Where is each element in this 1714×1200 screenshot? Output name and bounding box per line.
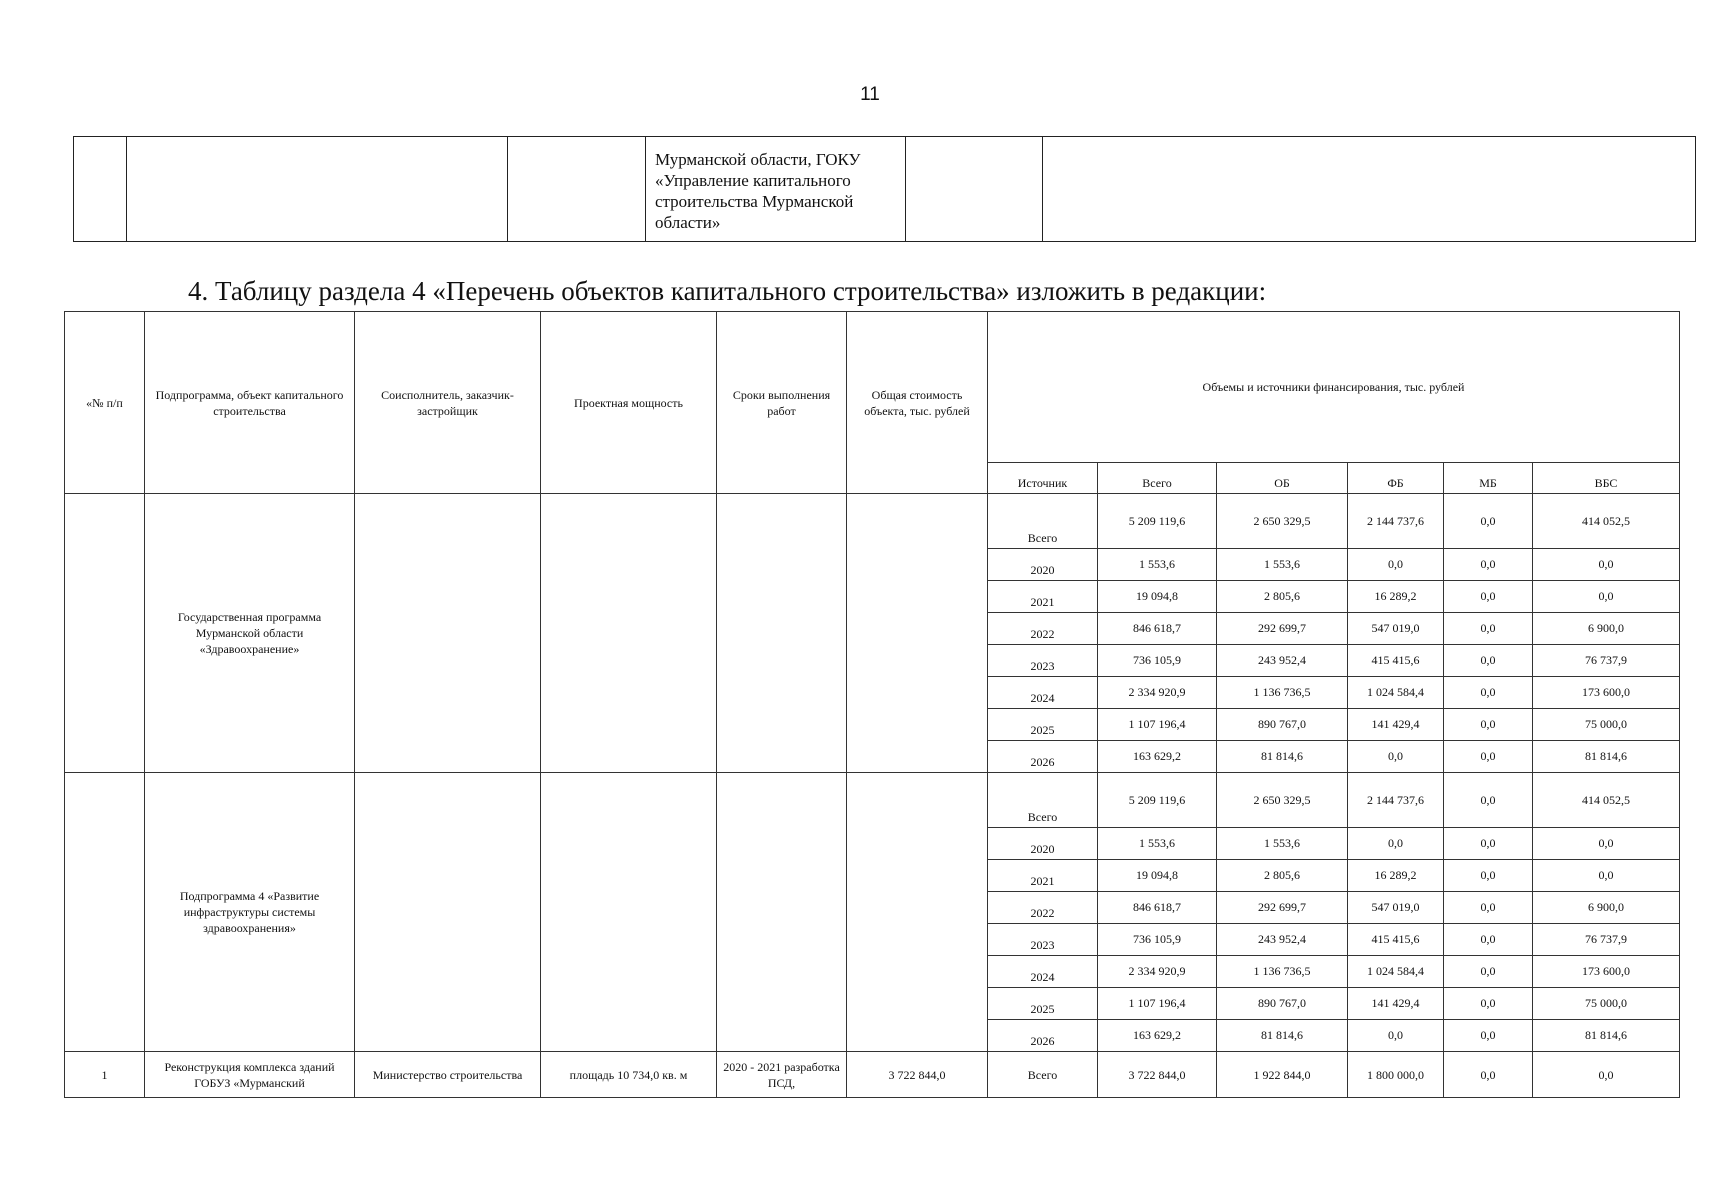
- header-mb: МБ: [1444, 463, 1533, 494]
- cell-vbs: 81 814,6: [1533, 1020, 1680, 1052]
- cell-source: Всего: [988, 494, 1098, 549]
- cell-ob: 2 805,6: [1217, 860, 1348, 892]
- cell-ob: 1 553,6: [1217, 549, 1348, 581]
- cell-mb: 0,0: [1444, 828, 1533, 860]
- header-capacity: Проектная мощность: [541, 312, 717, 494]
- cell-ob: 1 136 736,5: [1217, 677, 1348, 709]
- cell-fb: 0,0: [1348, 741, 1444, 773]
- cell-vbs: 414 052,5: [1533, 494, 1680, 549]
- table-row-object-1: [65, 1052, 1680, 1098]
- object-cell-total: 3 722 844,0: [1098, 1052, 1217, 1098]
- cell-ob: 81 814,6: [1217, 1020, 1348, 1052]
- cell-source: 2022: [988, 613, 1098, 645]
- cell-vbs: 76 737,9: [1533, 924, 1680, 956]
- header-financing: Объемы и источники финансирования, тыс. рублей: [988, 312, 1680, 463]
- cell-vbs: 0,0: [1533, 549, 1680, 581]
- cell-fb: 415 415,6: [1348, 645, 1444, 677]
- cell-ob: 2 650 329,5: [1217, 773, 1348, 828]
- cell-vbs: 75 000,0: [1533, 988, 1680, 1020]
- cell-source: 2026: [988, 741, 1098, 773]
- cell-total: 5 209 119,6: [1098, 494, 1217, 549]
- header-total: Всего: [1098, 463, 1217, 494]
- cell-fb: 547 019,0: [1348, 892, 1444, 924]
- cell-mb: 0,0: [1444, 677, 1533, 709]
- cell-total: 163 629,2: [1098, 741, 1217, 773]
- cell-ob: 292 699,7: [1217, 892, 1348, 924]
- object-cell-object: Реконструкция комплекса зданий ГОБУЗ «Мурманский: [145, 1052, 355, 1098]
- group-num-cell: [65, 494, 145, 773]
- header-fb: ФБ: [1348, 463, 1444, 494]
- header-ob: ОБ: [1217, 463, 1348, 494]
- cell-mb: 0,0: [1444, 892, 1533, 924]
- cell-fb: 547 019,0: [1348, 613, 1444, 645]
- cell-vbs: 75 000,0: [1533, 709, 1680, 741]
- cell-fb: 415 415,6: [1348, 924, 1444, 956]
- group-executor-cell: [355, 773, 541, 1052]
- object-cell-fb: 1 800 000,0: [1348, 1052, 1444, 1098]
- object-cell-terms: 2020 - 2021 разработка ПСД,: [717, 1052, 847, 1098]
- cell-mb: 0,0: [1444, 709, 1533, 741]
- cell-vbs: 6 900,0: [1533, 892, 1680, 924]
- cell-total: 163 629,2: [1098, 1020, 1217, 1052]
- cell-fb: 0,0: [1348, 828, 1444, 860]
- cont-cell-executor: [646, 137, 906, 242]
- cell-mb: 0,0: [1444, 924, 1533, 956]
- cont-cell: [1043, 137, 1696, 242]
- capital-construction-table: [64, 311, 1680, 1098]
- object-cell-capacity: площадь 10 734,0 кв. м: [541, 1052, 717, 1098]
- header-executor: Соисполнитель, заказчик-застройщик: [355, 312, 541, 494]
- cell-vbs: 76 737,9: [1533, 645, 1680, 677]
- cell-total: 1 553,6: [1098, 549, 1217, 581]
- cell-source: 2025: [988, 988, 1098, 1020]
- cell-total: 736 105,9: [1098, 645, 1217, 677]
- cell-source: 2020: [988, 549, 1098, 581]
- cell-source: 2023: [988, 924, 1098, 956]
- cell-source: 2026: [988, 1020, 1098, 1052]
- group-terms-cell: [717, 494, 847, 773]
- cell-source: 2020: [988, 828, 1098, 860]
- cell-fb: 1 024 584,4: [1348, 956, 1444, 988]
- cell-mb: 0,0: [1444, 860, 1533, 892]
- cell-source: 2021: [988, 581, 1098, 613]
- group-capacity-cell: [541, 494, 717, 773]
- cell-total: 1 107 196,4: [1098, 709, 1217, 741]
- cell-mb: 0,0: [1444, 741, 1533, 773]
- object-cell-source: Всего: [988, 1052, 1098, 1098]
- cell-vbs: 6 900,0: [1533, 613, 1680, 645]
- cell-mb: 0,0: [1444, 613, 1533, 645]
- cont-cell: [508, 137, 646, 242]
- group-capacity-cell: [541, 773, 717, 1052]
- cell-source: 2024: [988, 956, 1098, 988]
- cell-source: Всего: [988, 773, 1098, 828]
- cell-ob: 243 952,4: [1217, 645, 1348, 677]
- cell-vbs: 414 052,5: [1533, 773, 1680, 828]
- cont-cell: [74, 137, 127, 242]
- cell-total: 736 105,9: [1098, 924, 1217, 956]
- cell-vbs: 0,0: [1533, 828, 1680, 860]
- cell-vbs: 173 600,0: [1533, 677, 1680, 709]
- cell-mb: 0,0: [1444, 1020, 1533, 1052]
- group-label: Государственная программа Мурманской области «Здравоохранение»: [145, 494, 355, 773]
- continuation-text: Мурманской области, ГОКУ «Управление капитального строительства Мурманской области»: [655, 150, 861, 232]
- table-row: [65, 773, 1680, 828]
- cell-total: 2 334 920,9: [1098, 956, 1217, 988]
- cell-ob: 243 952,4: [1217, 924, 1348, 956]
- object-cell-total_cost: 3 722 844,0: [847, 1052, 988, 1098]
- group-terms-cell: [717, 773, 847, 1052]
- group-num-cell: [65, 773, 145, 1052]
- cell-fb: 141 429,4: [1348, 709, 1444, 741]
- header-subprogram: Подпрограмма, объект капитального строительства: [145, 312, 355, 494]
- cell-total: 5 209 119,6: [1098, 773, 1217, 828]
- cell-mb: 0,0: [1444, 645, 1533, 677]
- header-source: Источник: [988, 463, 1098, 494]
- cell-total: 846 618,7: [1098, 892, 1217, 924]
- object-cell-ob: 1 922 844,0: [1217, 1052, 1348, 1098]
- continuation-table: [73, 136, 1696, 242]
- cell-total: 19 094,8: [1098, 860, 1217, 892]
- cell-total: 846 618,7: [1098, 613, 1217, 645]
- table-row: [65, 494, 1680, 549]
- cell-mb: 0,0: [1444, 549, 1533, 581]
- header-num: «№ п/п: [65, 312, 145, 494]
- cell-fb: 141 429,4: [1348, 988, 1444, 1020]
- cell-fb: 0,0: [1348, 1020, 1444, 1052]
- cell-mb: 0,0: [1444, 773, 1533, 828]
- group-executor-cell: [355, 494, 541, 773]
- cell-source: 2025: [988, 709, 1098, 741]
- cell-vbs: 0,0: [1533, 581, 1680, 613]
- cell-total: 2 334 920,9: [1098, 677, 1217, 709]
- cell-vbs: 173 600,0: [1533, 956, 1680, 988]
- cell-total: 19 094,8: [1098, 581, 1217, 613]
- cell-ob: 1 553,6: [1217, 828, 1348, 860]
- group-label: Подпрограмма 4 «Развитие инфраструктуры системы здравоохранения»: [145, 773, 355, 1052]
- cell-ob: 1 136 736,5: [1217, 956, 1348, 988]
- cell-vbs: 81 814,6: [1533, 741, 1680, 773]
- cell-fb: 2 144 737,6: [1348, 773, 1444, 828]
- group-cost-cell: [847, 773, 988, 1052]
- cell-ob: 292 699,7: [1217, 613, 1348, 645]
- object-cell-mb: 0,0: [1444, 1052, 1533, 1098]
- cont-cell: [127, 137, 508, 242]
- cell-fb: 16 289,2: [1348, 860, 1444, 892]
- cell-fb: 1 024 584,4: [1348, 677, 1444, 709]
- header-terms: Сроки выполнения работ: [717, 312, 847, 494]
- cell-fb: 0,0: [1348, 549, 1444, 581]
- cell-ob: 81 814,6: [1217, 741, 1348, 773]
- cell-total: 1 107 196,4: [1098, 988, 1217, 1020]
- object-cell-num: 1: [65, 1052, 145, 1098]
- cell-fb: 16 289,2: [1348, 581, 1444, 613]
- cell-ob: 2 805,6: [1217, 581, 1348, 613]
- cell-fb: 2 144 737,6: [1348, 494, 1444, 549]
- object-cell-vbs: 0,0: [1533, 1052, 1680, 1098]
- cell-vbs: 0,0: [1533, 860, 1680, 892]
- cell-source: 2023: [988, 645, 1098, 677]
- cell-ob: 890 767,0: [1217, 709, 1348, 741]
- cell-mb: 0,0: [1444, 581, 1533, 613]
- cell-source: 2022: [988, 892, 1098, 924]
- cell-ob: 890 767,0: [1217, 988, 1348, 1020]
- cell-mb: 0,0: [1444, 988, 1533, 1020]
- cell-ob: 2 650 329,5: [1217, 494, 1348, 549]
- object-cell-executor: Министерство строительства: [355, 1052, 541, 1098]
- cont-cell: [906, 137, 1043, 242]
- cell-source: 2024: [988, 677, 1098, 709]
- cell-mb: 0,0: [1444, 956, 1533, 988]
- page-number: 11: [860, 84, 880, 105]
- section-heading: 4. Таблицу раздела 4 «Перечень объектов капитального строительства» изложить в редакции:: [188, 276, 1267, 306]
- cell-total: 1 553,6: [1098, 828, 1217, 860]
- cell-mb: 0,0: [1444, 494, 1533, 549]
- header-total-cost: Общая стоимость объекта, тыс. рублей: [847, 312, 988, 494]
- group-cost-cell: [847, 494, 988, 773]
- cell-source: 2021: [988, 860, 1098, 892]
- header-vbs: ВБС: [1533, 463, 1680, 494]
